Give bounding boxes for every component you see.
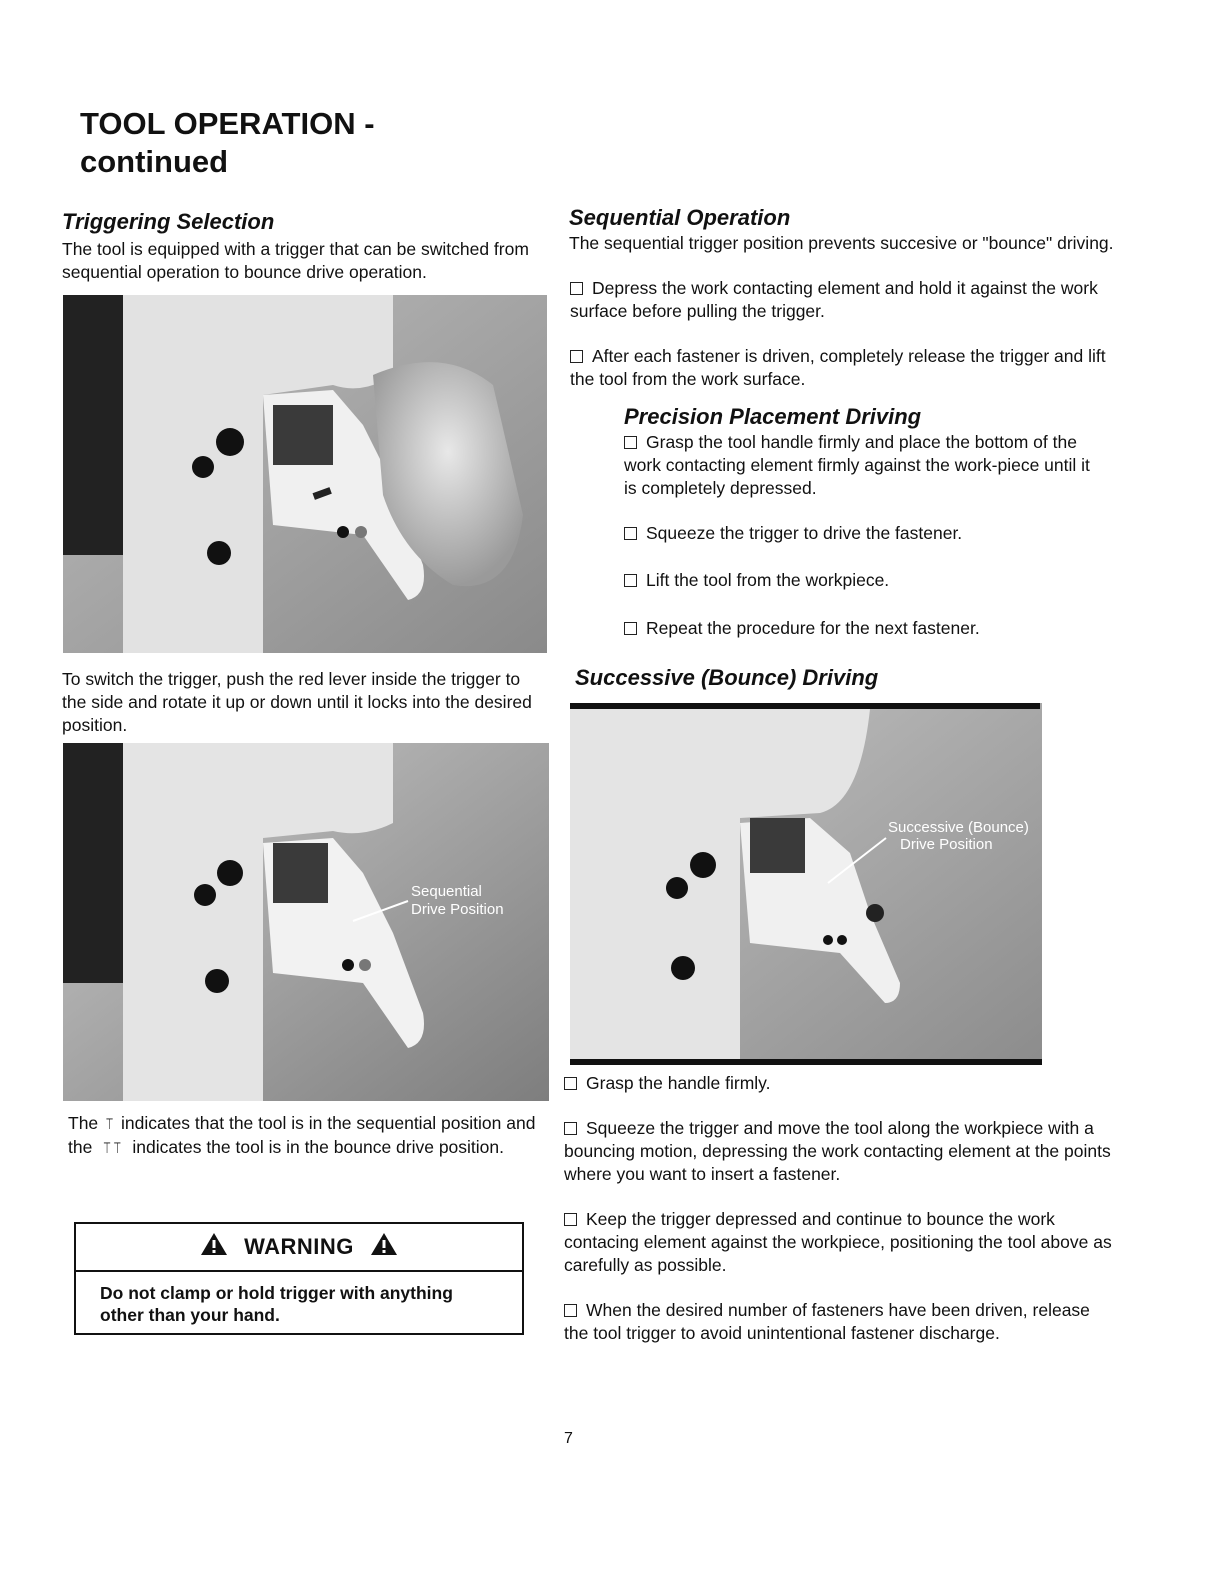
sequential-step-1: Depress the work contacting element and hold it against the work surface before pulling the trigger. <box>570 278 1098 321</box>
title-line-1: TOOL OPERATION - <box>80 106 375 141</box>
single-trigger-icon: ⊤ <box>105 1116 114 1133</box>
precision-step-2: Squeeze the trigger to drive the fastener. <box>624 522 1104 545</box>
warning-title: WARNING <box>244 1234 354 1259</box>
warning-icon <box>200 1232 228 1262</box>
precision-step-4: Repeat the procedure for the next fastener. <box>624 617 1104 640</box>
bounce-step-1: Grasp the handle firmly. <box>564 1072 1116 1095</box>
bounce-step-4: When the desired number of fasteners have been driven, release the tool trigger to avoid unintentional fastener discharge. <box>564 1300 1090 1343</box>
sequential-intro: The sequential trigger position prevents succesive or "bounce" driving. <box>569 233 1114 253</box>
photo2-label-line1: Sequential <box>411 883 482 900</box>
sequential-heading: Sequential Operation <box>569 205 791 230</box>
precision-heading: Precision Placement Driving <box>624 404 922 429</box>
warning-header <box>76 1224 522 1272</box>
checkbox-icon <box>624 527 637 540</box>
checkbox-icon <box>564 1122 577 1135</box>
warning-icon <box>370 1232 398 1262</box>
double-trigger-icon: ⊤ ⊤ <box>103 1140 122 1157</box>
checkbox-icon <box>564 1213 577 1226</box>
bounce-step-3: Keep the trigger depressed and continue to bounce the work contacing element against the workpiece, positioning the tool above as carefully as possible. <box>564 1209 1112 1275</box>
checkbox-icon <box>570 350 583 363</box>
bounce-step-2: Squeeze the trigger and move the tool along the workpiece with a bouncing motion, depressing the work contacting element at the points where you want to insert a fastener. <box>564 1118 1111 1184</box>
bounce-photo-label-line1: Successive (Bounce) <box>888 819 1029 836</box>
sequential-step-2: After each fastener is driven, completely release the trigger and lift the tool from the work surface. <box>570 346 1106 389</box>
checkbox-icon <box>570 282 583 295</box>
page-title <box>80 105 375 181</box>
bounce-heading: Successive (Bounce) Driving <box>575 665 879 690</box>
triggering-heading: Triggering Selection <box>62 209 275 234</box>
bounce-photo-label-line2: Drive Position <box>900 836 993 853</box>
precision-step-3: Lift the tool from the workpiece. <box>624 569 1104 592</box>
indicator-text: The ⊤ indicates that the tool is in the sequential position and the ⊤ ⊤ indicates the tool is in the bounce drive position. <box>68 1112 544 1160</box>
checkbox-icon <box>624 622 637 635</box>
warning-box <box>74 1222 524 1335</box>
trigger-photo-2 <box>63 743 549 1101</box>
title-line-2: continued <box>80 144 229 179</box>
bounce-photo <box>570 703 1042 1065</box>
checkbox-icon <box>624 574 637 587</box>
checkbox-icon <box>624 436 637 449</box>
precision-step-1: Grasp the tool handle firmly and place the bottom of the work contacting element firmly against the work-piece until it is completely depressed. <box>624 432 1090 498</box>
photo2-label-line2: Drive Position <box>411 901 504 918</box>
checkbox-icon <box>564 1077 577 1090</box>
page-number: 7 <box>564 1430 573 1447</box>
switch-text: To switch the trigger, push the red lever inside the trigger to the side and rotate it up or down until it locks into the desired position. <box>62 669 532 735</box>
warning-body: Do not clamp or hold trigger with anything other than your hand. <box>100 1283 453 1325</box>
triggering-intro: The tool is equipped with a trigger that can be switched from sequential operation to bounce drive operation. <box>62 239 529 282</box>
checkbox-icon <box>564 1304 577 1317</box>
trigger-photo-1 <box>63 295 547 653</box>
